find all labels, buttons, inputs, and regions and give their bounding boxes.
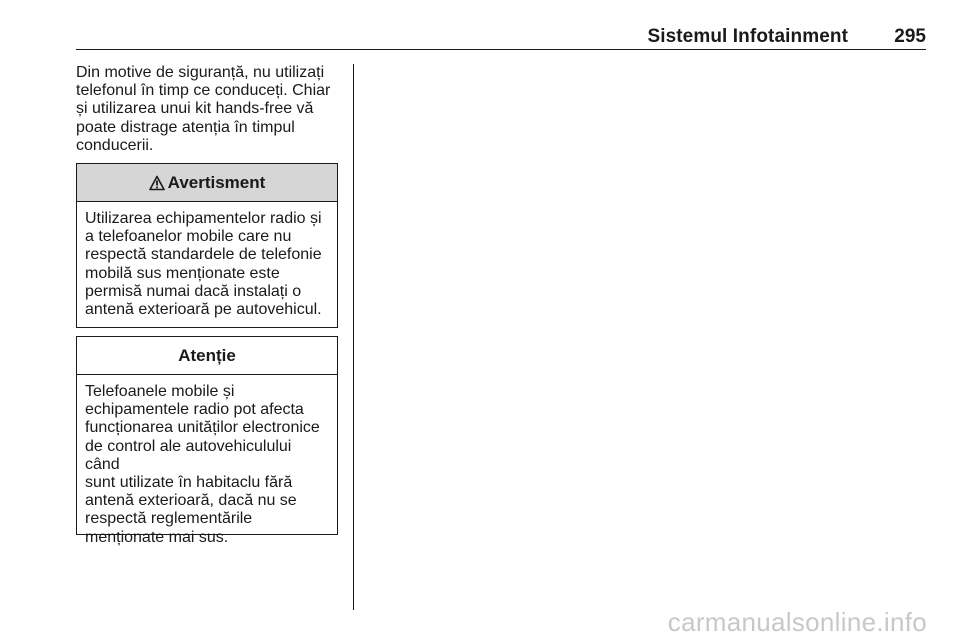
warning-header — [77, 164, 337, 202]
header-rule — [76, 49, 926, 50]
page-number: 295 — [894, 26, 926, 47]
warning-text: Utilizarea echipamentelor radio și a telefoanelor mobile care nu respectă standardele de telefonie mobilă sus menționate este permisă numai dacă instalați o antenă exterioară pe autovehicul. — [85, 210, 322, 319]
page-header — [76, 26, 926, 50]
intro-paragraph: Din motive de siguranță, nu utilizați telefonul în timp ce conduceți. Chiar și utilizarea unui kit hands-free vă poate distrage atenția în timpul conducerii. — [76, 64, 331, 154]
column-divider — [353, 64, 354, 610]
caution-text: Telefoanele mobile și echipamentele radio pot afecta funcționarea unităților electronice de control ale autovehiculului când sunt utilizate în habitaclu fără antenă exterioară, dacă nu se respectă reglementările menționate mai sus. — [85, 383, 320, 546]
section-title: Sistemul Infotainment — [647, 26, 848, 47]
caution-box — [76, 336, 338, 546]
warning-box — [76, 163, 338, 328]
caution-header — [77, 337, 337, 375]
watermark-logo: carmanualsonline.info — [667, 607, 927, 637]
warning-title: Avertisment — [167, 172, 266, 192]
warning-triangle-icon — [149, 175, 165, 191]
caution-title: Atenție — [178, 345, 236, 365]
